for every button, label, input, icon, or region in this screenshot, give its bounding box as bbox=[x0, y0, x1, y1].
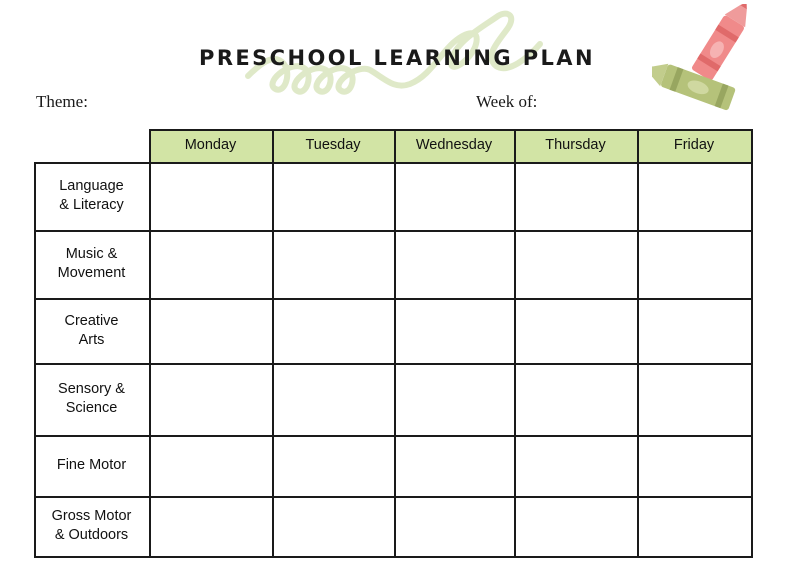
subject-label-line: & Literacy bbox=[59, 197, 124, 213]
week-of-label: Week of: bbox=[476, 92, 538, 111]
plan-cell[interactable] bbox=[149, 230, 272, 298]
day-header-0: Monday bbox=[149, 129, 272, 162]
day-header-2: Wednesday bbox=[394, 129, 514, 162]
day-header-1: Tuesday bbox=[272, 129, 394, 162]
subject-label-text bbox=[65, 312, 119, 350]
subject-label-0 bbox=[34, 162, 149, 230]
subject-label-line: & Outdoors bbox=[54, 527, 129, 543]
plan-cell[interactable] bbox=[149, 435, 272, 496]
grid-line bbox=[751, 129, 753, 558]
plan-cell[interactable] bbox=[637, 298, 751, 363]
plan-cell[interactable] bbox=[272, 435, 394, 496]
subject-label-text bbox=[58, 380, 125, 418]
plan-cell[interactable] bbox=[272, 230, 394, 298]
plan-cell[interactable] bbox=[637, 363, 751, 435]
plan-cell[interactable] bbox=[272, 162, 394, 230]
plan-cell[interactable] bbox=[149, 162, 272, 230]
subject-label-5 bbox=[34, 496, 149, 556]
plan-cell[interactable] bbox=[149, 496, 272, 556]
grid-line bbox=[272, 129, 274, 558]
plan-cell[interactable] bbox=[272, 496, 394, 556]
plan-cell[interactable] bbox=[514, 435, 637, 496]
plan-cell[interactable] bbox=[149, 363, 272, 435]
plan-cell[interactable] bbox=[394, 230, 514, 298]
plan-cell[interactable] bbox=[637, 162, 751, 230]
subject-label-line: Movement bbox=[57, 265, 126, 281]
plan-cell[interactable] bbox=[514, 162, 637, 230]
subject-label-line: Sensory & bbox=[58, 381, 125, 397]
plan-cell[interactable] bbox=[514, 298, 637, 363]
subject-label-line: Music & bbox=[65, 246, 118, 262]
plan-cell[interactable] bbox=[514, 496, 637, 556]
subject-label-line: Arts bbox=[78, 331, 105, 348]
theme-label: Theme: bbox=[36, 92, 88, 111]
plan-cell[interactable] bbox=[514, 363, 637, 435]
subject-label-2 bbox=[34, 298, 149, 363]
grid-line bbox=[34, 162, 36, 558]
grid-line bbox=[149, 129, 753, 131]
grid-line bbox=[394, 129, 396, 558]
subject-label-line: Language bbox=[59, 178, 124, 194]
subject-label-text bbox=[58, 245, 126, 283]
subject-label-line: Fine Motor bbox=[56, 457, 127, 473]
day-header-3: Thursday bbox=[514, 129, 637, 162]
subject-label-line: Gross Motor bbox=[51, 508, 132, 524]
subject-label-text bbox=[52, 507, 132, 545]
plan-cell[interactable] bbox=[394, 363, 514, 435]
subject-label-text bbox=[57, 456, 126, 475]
day-header-4: Friday bbox=[637, 129, 751, 162]
plan-cell[interactable] bbox=[514, 230, 637, 298]
plan-cell[interactable] bbox=[272, 298, 394, 363]
subject-label-4 bbox=[34, 435, 149, 496]
plan-cell[interactable] bbox=[394, 496, 514, 556]
subject-label-line: Science bbox=[65, 400, 118, 416]
plan-cell[interactable] bbox=[149, 298, 272, 363]
grid-line bbox=[149, 129, 151, 558]
subject-label-3 bbox=[34, 363, 149, 435]
plan-cell[interactable] bbox=[394, 298, 514, 363]
grid-line bbox=[514, 129, 516, 558]
subject-label-1 bbox=[34, 230, 149, 298]
grid-line bbox=[637, 129, 639, 558]
plan-cell[interactable] bbox=[394, 162, 514, 230]
plan-cell[interactable] bbox=[272, 363, 394, 435]
plan-cell[interactable] bbox=[394, 435, 514, 496]
page-title: PRESCHOOL LEARNING PLAN bbox=[199, 46, 595, 70]
plan-cell[interactable] bbox=[637, 496, 751, 556]
plan-cell[interactable] bbox=[637, 435, 751, 496]
subject-label-line: Creative bbox=[64, 312, 119, 329]
plan-cell[interactable] bbox=[637, 230, 751, 298]
subject-label-text bbox=[59, 177, 124, 215]
